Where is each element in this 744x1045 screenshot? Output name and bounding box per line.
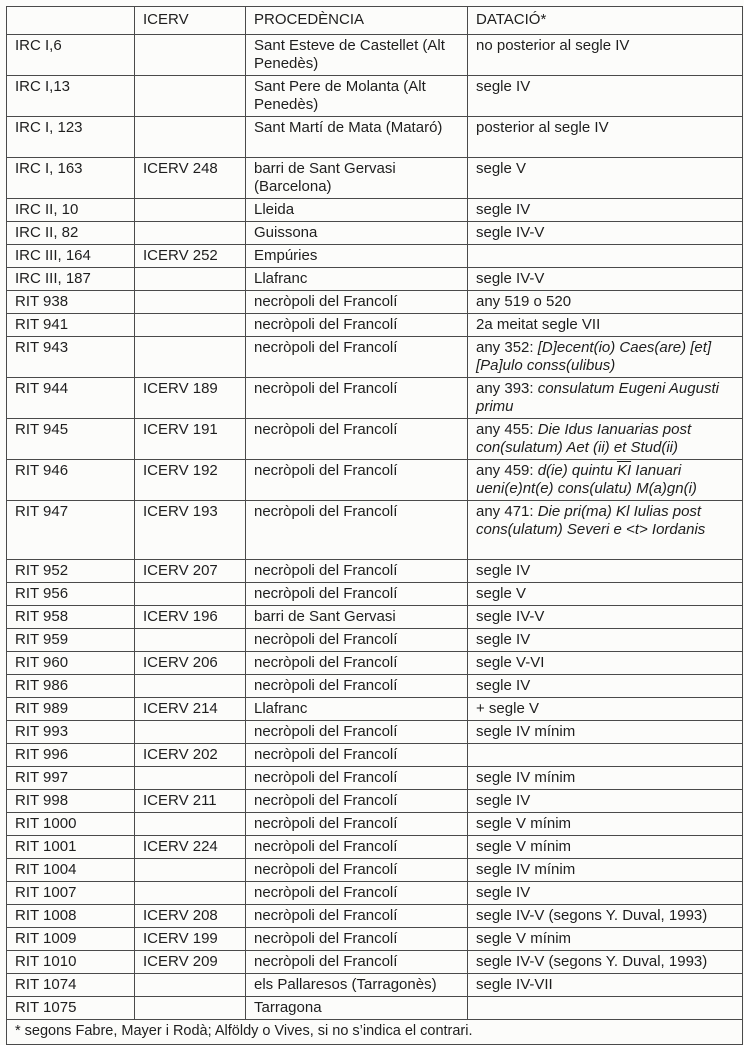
cell-ref: RIT 958 [7, 606, 135, 629]
cell-ref: RIT 989 [7, 698, 135, 721]
cell-ref: IRC III, 164 [7, 245, 135, 268]
cell-datacio: segle IV [468, 790, 743, 813]
table-row [7, 974, 743, 997]
datacio-formula: Die pri(ma) Kl Iulias post cons(ulatum) Severi e <t> Iordanis [476, 503, 706, 538]
cell-icerv [135, 583, 246, 606]
header-datacio: DATACIÓ* [468, 7, 743, 35]
cell-procedencia: necròpoli del Francolí [246, 337, 468, 378]
header-icerv: ICERV [135, 7, 246, 35]
cell-procedencia: necròpoli del Francolí [246, 721, 468, 744]
cell-procedencia: necròpoli del Francolí [246, 882, 468, 905]
cell-datacio: segle IV [468, 675, 743, 698]
cell-ref: IRC II, 10 [7, 199, 135, 222]
cell-ref: RIT 993 [7, 721, 135, 744]
cell-datacio: segle IV [468, 76, 743, 117]
cell-ref: RIT 1007 [7, 882, 135, 905]
cell-ref: RIT 1075 [7, 997, 135, 1020]
cell-procedencia: necròpoli del Francolí [246, 859, 468, 882]
cell-datacio: segle V-VI [468, 652, 743, 675]
cell-ref: IRC I,6 [7, 35, 135, 76]
cell-datacio: segle IV-VII [468, 974, 743, 997]
cell-icerv [135, 314, 246, 337]
datacio-formula-overlined: $\overline{KI}$ [616, 462, 632, 479]
cell-icerv: ICERV 211 [135, 790, 246, 813]
table-row [7, 951, 743, 974]
cell-icerv [135, 629, 246, 652]
cell-icerv [135, 337, 246, 378]
cell-icerv [135, 268, 246, 291]
datacio-formula-a: d(ie) quintu [537, 462, 617, 479]
cell-icerv: ICERV 199 [135, 928, 246, 951]
cell-datacio: 2a meitat segle VII [468, 314, 743, 337]
cell-ref: IRC III, 187 [7, 268, 135, 291]
cell-icerv [135, 813, 246, 836]
cell-procedencia: Sant Pere de Molanta (Alt Penedès) [246, 76, 468, 117]
datacio-formula: Die Idus Ianuarias post con(sulatum) Aet (ii) et Stud(ii) [476, 421, 692, 456]
cell-icerv: ICERV 192 [135, 460, 246, 501]
cell-icerv [135, 859, 246, 882]
cell-ref: RIT 1074 [7, 974, 135, 997]
table-row [7, 744, 743, 767]
cell-icerv [135, 882, 246, 905]
cell-ref: RIT 938 [7, 291, 135, 314]
cell-procedencia: necròpoli del Francolí [246, 501, 468, 560]
cell-icerv: ICERV 209 [135, 951, 246, 974]
table-row [7, 583, 743, 606]
cell-datacio [468, 997, 743, 1020]
cell-datacio: any 519 o 520 [468, 291, 743, 314]
cell-datacio: segle IV-V (segons Y. Duval, 1993) [468, 951, 743, 974]
table-row [7, 501, 743, 560]
table-row [7, 158, 743, 199]
cell-datacio [468, 378, 743, 419]
cell-procedencia: necròpoli del Francolí [246, 813, 468, 836]
cell-ref: RIT 1000 [7, 813, 135, 836]
table-row [7, 997, 743, 1020]
datacio-formula-b: Ianuari ueni(e)nt(e) cons(ulatu) M(a)gn(i) [476, 462, 697, 497]
cell-procedencia: necròpoli del Francolí [246, 460, 468, 501]
cell-icerv [135, 721, 246, 744]
cell-procedencia: Sant Esteve de Castellet (Alt Penedès) [246, 35, 468, 76]
cell-procedencia: necròpoli del Francolí [246, 378, 468, 419]
cell-datacio [468, 744, 743, 767]
cell-ref: IRC I, 123 [7, 117, 135, 158]
cell-procedencia: Sant Martí de Mata (Mataró) [246, 117, 468, 158]
cell-datacio: segle IV [468, 629, 743, 652]
datacio-prefix: any 352: [476, 339, 538, 356]
table-row [7, 337, 743, 378]
cell-datacio [468, 419, 743, 460]
cell-procedencia: barri de Sant Gervasi (Barcelona) [246, 158, 468, 199]
cell-ref: RIT 1008 [7, 905, 135, 928]
table-row [7, 882, 743, 905]
table-row [7, 314, 743, 337]
cell-datacio [468, 337, 743, 378]
cell-ref: IRC I,13 [7, 76, 135, 117]
cell-ref: RIT 1004 [7, 859, 135, 882]
cell-datacio: segle V mínim [468, 813, 743, 836]
cell-procedencia: Lleida [246, 199, 468, 222]
table-row [7, 35, 743, 76]
table-row [7, 652, 743, 675]
cell-datacio: segle V mínim [468, 836, 743, 859]
cell-datacio [468, 501, 743, 560]
table-row [7, 419, 743, 460]
table-row [7, 268, 743, 291]
cell-procedencia: necròpoli del Francolí [246, 767, 468, 790]
cell-datacio: segle V mínim [468, 928, 743, 951]
cell-ref: RIT 997 [7, 767, 135, 790]
cell-datacio [468, 245, 743, 268]
cell-procedencia: Tarragona [246, 997, 468, 1020]
cell-datacio: segle IV [468, 882, 743, 905]
cell-ref: RIT 1009 [7, 928, 135, 951]
datacio-prefix: any 455: [476, 421, 538, 438]
table-row [7, 199, 743, 222]
table-row [7, 245, 743, 268]
header-ref [7, 7, 135, 35]
table-row [7, 836, 743, 859]
cell-icerv: ICERV 214 [135, 698, 246, 721]
cell-datacio: segle IV-V [468, 222, 743, 245]
footnote-row [7, 1020, 743, 1045]
table-row [7, 606, 743, 629]
table-row [7, 291, 743, 314]
cell-ref: RIT 947 [7, 501, 135, 560]
cell-icerv [135, 767, 246, 790]
table-row [7, 928, 743, 951]
cell-procedencia: Llafranc [246, 268, 468, 291]
cell-icerv: ICERV 189 [135, 378, 246, 419]
cell-procedencia: necròpoli del Francolí [246, 314, 468, 337]
cell-datacio: segle IV [468, 199, 743, 222]
cell-datacio: segle IV-V [468, 268, 743, 291]
cell-icerv [135, 222, 246, 245]
cell-ref: RIT 945 [7, 419, 135, 460]
cell-icerv [135, 117, 246, 158]
table-row [7, 675, 743, 698]
cell-icerv: ICERV 208 [135, 905, 246, 928]
cell-procedencia: necròpoli del Francolí [246, 583, 468, 606]
cell-ref: RIT 956 [7, 583, 135, 606]
cell-datacio: segle IV-V (segons Y. Duval, 1993) [468, 905, 743, 928]
cell-ref: RIT 986 [7, 675, 135, 698]
footnote: * segons Fabre, Mayer i Rodà; Alföldy o Vives, si no s’indica el contrari. [7, 1020, 743, 1045]
cell-icerv: ICERV 193 [135, 501, 246, 560]
cell-procedencia: Empúries [246, 245, 468, 268]
cell-procedencia: necròpoli del Francolí [246, 652, 468, 675]
table-row [7, 905, 743, 928]
cell-ref: IRC II, 82 [7, 222, 135, 245]
datacio-formula: consulatum Eugeni Augusti primu [476, 380, 719, 415]
cell-datacio: no posterior al segle IV [468, 35, 743, 76]
table-row [7, 378, 743, 419]
cell-procedencia: Llafranc [246, 698, 468, 721]
inscriptions-table-page [6, 6, 742, 1045]
cell-icerv: ICERV 202 [135, 744, 246, 767]
cell-procedencia: necròpoli del Francolí [246, 905, 468, 928]
cell-ref: RIT 952 [7, 560, 135, 583]
table-row [7, 560, 743, 583]
cell-icerv [135, 291, 246, 314]
cell-icerv: ICERV 252 [135, 245, 246, 268]
cell-icerv: ICERV 224 [135, 836, 246, 859]
cell-icerv: ICERV 248 [135, 158, 246, 199]
cell-ref: IRC I, 163 [7, 158, 135, 199]
table-row [7, 460, 743, 501]
cell-icerv: ICERV 196 [135, 606, 246, 629]
header-row [7, 7, 743, 35]
table-row [7, 813, 743, 836]
table-row [7, 859, 743, 882]
cell-procedencia: necròpoli del Francolí [246, 560, 468, 583]
datacio-prefix: any 471: [476, 503, 538, 520]
cell-icerv [135, 974, 246, 997]
cell-datacio: segle IV [468, 560, 743, 583]
cell-ref: RIT 1010 [7, 951, 135, 974]
cell-ref: RIT 996 [7, 744, 135, 767]
cell-ref: RIT 959 [7, 629, 135, 652]
cell-ref: RIT 944 [7, 378, 135, 419]
datacio-prefix: any 459: [476, 462, 538, 479]
table-row [7, 76, 743, 117]
cell-datacio: segle IV mínim [468, 721, 743, 744]
cell-datacio: segle V [468, 583, 743, 606]
inscriptions-table [6, 6, 743, 1045]
cell-procedencia: necròpoli del Francolí [246, 291, 468, 314]
cell-icerv [135, 997, 246, 1020]
table-row [7, 721, 743, 744]
cell-icerv: ICERV 207 [135, 560, 246, 583]
cell-procedencia: necròpoli del Francolí [246, 790, 468, 813]
cell-procedencia: necròpoli del Francolí [246, 744, 468, 767]
table-row [7, 222, 743, 245]
cell-procedencia: barri de Sant Gervasi [246, 606, 468, 629]
cell-procedencia: necròpoli del Francolí [246, 951, 468, 974]
cell-icerv [135, 675, 246, 698]
cell-icerv: ICERV 206 [135, 652, 246, 675]
cell-procedencia: Guissona [246, 222, 468, 245]
cell-procedencia: necròpoli del Francolí [246, 836, 468, 859]
cell-ref: RIT 1001 [7, 836, 135, 859]
cell-datacio: + segle V [468, 698, 743, 721]
cell-datacio [468, 460, 743, 501]
cell-datacio: segle IV mínim [468, 859, 743, 882]
table-row [7, 117, 743, 158]
cell-icerv [135, 35, 246, 76]
cell-icerv: ICERV 191 [135, 419, 246, 460]
cell-datacio: segle V [468, 158, 743, 199]
header-procedencia: PROCEDÈNCIA [246, 7, 468, 35]
cell-ref: RIT 960 [7, 652, 135, 675]
table-row [7, 698, 743, 721]
table-row [7, 629, 743, 652]
cell-procedencia: necròpoli del Francolí [246, 675, 468, 698]
cell-datacio: segle IV-V [468, 606, 743, 629]
datacio-prefix: any 393: [476, 380, 538, 397]
cell-ref: RIT 943 [7, 337, 135, 378]
cell-procedencia: necròpoli del Francolí [246, 629, 468, 652]
cell-procedencia: necròpoli del Francolí [246, 928, 468, 951]
cell-procedencia: els Pallaresos (Tarragonès) [246, 974, 468, 997]
table-row [7, 767, 743, 790]
table-row [7, 790, 743, 813]
cell-icerv [135, 199, 246, 222]
cell-icerv [135, 76, 246, 117]
cell-datacio: segle IV mínim [468, 767, 743, 790]
datacio-formula: [D]ecent(io) Caes(are) [et] [Pa]ulo conss(ulibus) [476, 339, 712, 374]
cell-ref: RIT 946 [7, 460, 135, 501]
cell-procedencia: necròpoli del Francolí [246, 419, 468, 460]
cell-ref: RIT 998 [7, 790, 135, 813]
cell-ref: RIT 941 [7, 314, 135, 337]
cell-datacio: posterior al segle IV [468, 117, 743, 158]
